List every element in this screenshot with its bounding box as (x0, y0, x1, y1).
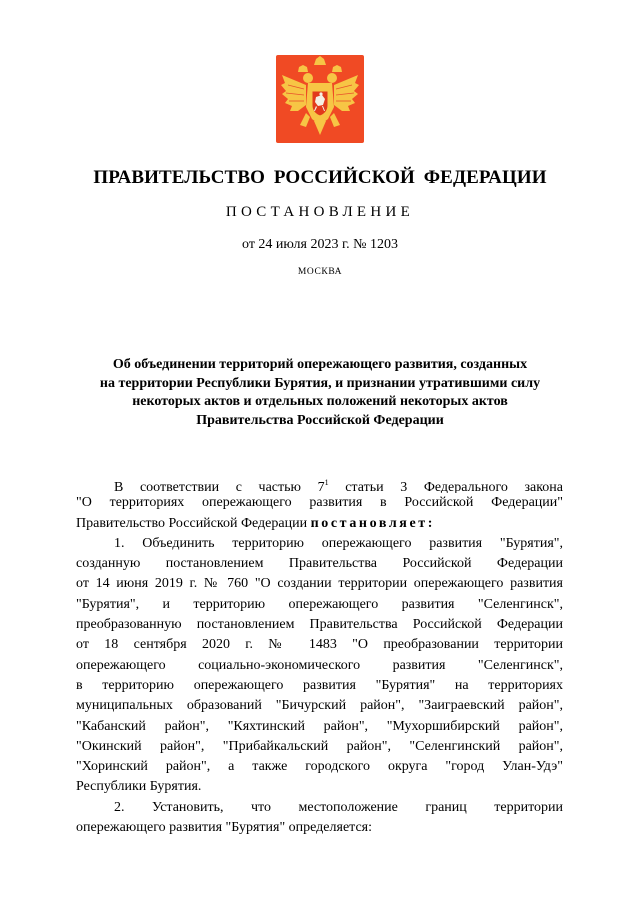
paragraph-1-line: Республики Бурятия. (76, 779, 202, 795)
document-body (76, 473, 563, 838)
government-name: ПРАВИТЕЛЬСТВО РОССИЙСКОЙ ФЕДЕРАЦИИ (93, 167, 547, 188)
document-date-number: от 24 июля 2023 г. № 1203 (242, 237, 398, 252)
paragraph-1-line: муниципальных образований "Бичурский район", "Заиграевский район", (76, 698, 563, 714)
preamble-text: статьи 3 Федерального закона (328, 480, 563, 494)
paragraph-2-line: 2. Установить, что местоположение границ территории (114, 799, 563, 815)
document-type: ПОСТАНОВЛЕНИЕ (225, 204, 415, 220)
paragraph-1-line: от 14 июня 2019 г. № 760 "О создании территории опережающего развития (76, 576, 563, 592)
paragraph-1-line: "Кабанский район", "Кяхтинский район", "Мухоршибирский район", (76, 718, 563, 734)
paragraph-1-line: "Окинский район", "Прибайкальский район", "Селенгинский район", (76, 738, 563, 754)
paragraph-1-line: созданную постановлением Правительства Российской Федерации (76, 556, 563, 572)
paragraph-1-line: преобразованную постановлением Правительства Российской Федерации (76, 617, 563, 633)
paragraph-1-line: 1. Объединить территорию опережающего развития "Бурятия", (114, 535, 563, 551)
preamble-line (76, 514, 563, 534)
coat-of-arms-emblem (276, 55, 364, 143)
preamble-line (76, 473, 563, 493)
superscript: 1 (324, 478, 329, 487)
paragraph-1-line: в территорию опережающего развития "Бурятия" на территориях (76, 677, 563, 693)
title-line: некоторых актов и отдельных положений некоторых актов (132, 394, 508, 410)
resolution-keyword: постановляет: (310, 515, 435, 531)
title-line: Об объединении территорий опережающего развития, созданных (112, 357, 528, 372)
preamble-text: В соответствии с частью 7 (114, 480, 325, 494)
preamble-line: "О территориях опережающего развития в Российской Федерации" (76, 495, 563, 511)
paragraph-1-line: "Бурятия", и территорию опережающего развития "Селенгинск", (76, 596, 563, 612)
document-title (0, 356, 640, 431)
russian-coat-of-arms-icon (276, 55, 364, 143)
title-line: на территории Республики Бурятия, и признании утратившими силу (99, 375, 541, 391)
paragraph-1-line: "Хоринский район", а также городского округа "город Улан-Удэ" (76, 759, 563, 775)
preamble-text: Правительство Российской Федерации (76, 515, 311, 531)
paragraph-1-line: опережающего социально-экономического развития "Селенгинск", (76, 657, 563, 673)
title-line: Правительства Российской Федерации (196, 413, 444, 429)
paragraph-2-line: опережающего развития "Бурятия" определяется: (76, 820, 372, 836)
document-city: МОСКВА (297, 267, 343, 277)
paragraph-1-line: от 18 сентября 2020 г. № 1483 "О преобразовании территории (76, 637, 563, 653)
